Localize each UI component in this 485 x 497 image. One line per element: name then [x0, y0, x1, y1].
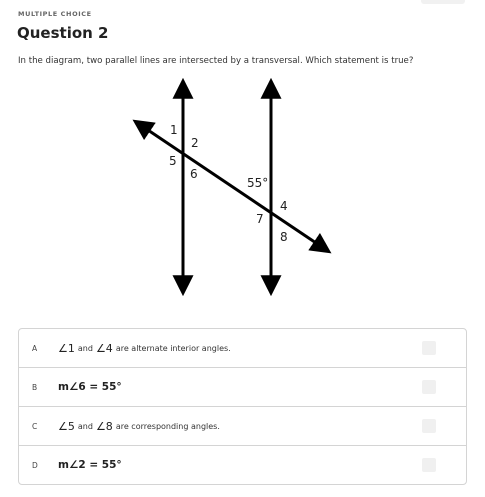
option-checkbox[interactable]	[422, 419, 436, 433]
option-b[interactable]	[19, 368, 466, 407]
option-checkbox[interactable]	[422, 458, 436, 472]
angle-label-7: 7	[256, 212, 264, 226]
option-d[interactable]	[19, 446, 466, 484]
option-letter: A	[32, 343, 38, 353]
option-letter: C	[32, 421, 38, 431]
top-control[interactable]	[421, 0, 465, 4]
question-type-label: MULTIPLE CHOICE	[18, 10, 92, 18]
angle-label-2: 2	[191, 136, 199, 150]
angle-label-5: 5	[169, 154, 177, 168]
angle-measure-label: 55°	[247, 176, 269, 190]
option-c[interactable]	[19, 407, 466, 446]
option-letter: B	[32, 382, 38, 392]
option-text: ∠1 and ∠4 are alternate interior angles.	[58, 341, 231, 355]
option-a[interactable]	[19, 329, 466, 368]
option-checkbox[interactable]	[422, 380, 436, 394]
angle-label-4: 4	[280, 199, 288, 213]
angle-label-8: 8	[280, 230, 288, 244]
question-prompt: In the diagram, two parallel lines are intersected by a transversal. Which statement is true?	[18, 56, 414, 66]
option-text: m∠6 = 55°	[58, 381, 122, 393]
angle-label-6: 6	[190, 167, 198, 181]
option-text: m∠2 = 55°	[58, 459, 122, 471]
option-letter: D	[32, 460, 38, 470]
parallel-lines-diagram	[130, 76, 336, 298]
option-text: ∠5 and ∠8 are corresponding angles.	[58, 419, 220, 433]
option-checkbox[interactable]	[422, 341, 436, 355]
angle-label-1: 1	[170, 123, 178, 137]
question-title: Question 2	[17, 24, 109, 42]
transversal-line	[136, 122, 328, 251]
answer-options	[18, 328, 467, 485]
